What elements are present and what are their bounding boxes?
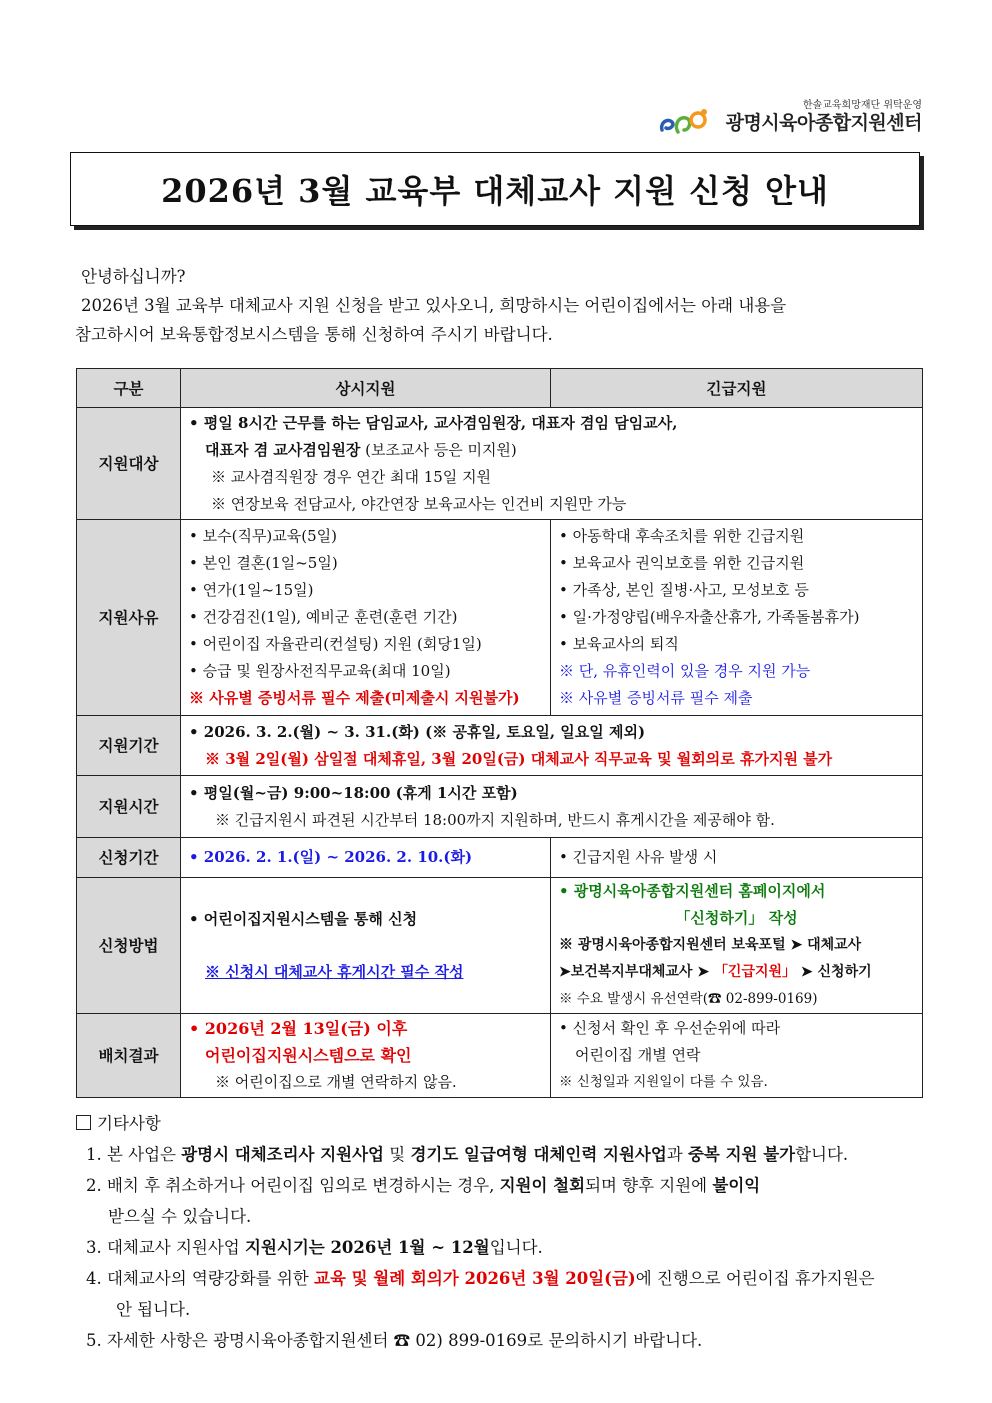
notes-heading-text: 기타사항	[97, 1114, 161, 1133]
label-reason: 지원사유	[77, 520, 181, 716]
apply-period-regular-text: • 2026. 2. 1.(일) ~ 2026. 2. 10.(화)	[189, 848, 473, 866]
note-4-b: 교육 및 월례 회의가 2026년 3월 20일(금)	[314, 1269, 636, 1288]
hours-line-2: ※ 긴급지원시 파견된 시간부터 18:00까지 지원하며, 반드시 휴게시간을 제공해야 함.	[215, 810, 775, 829]
result-regular-1: • 2026년 2월 13일(금) 이후	[189, 1019, 408, 1038]
reason-urgent-item: • 보육교사의 퇴직	[559, 635, 679, 653]
method-urgent-4c: ➤ 신청하기	[796, 964, 872, 980]
row-target	[77, 408, 923, 520]
label-hours: 지원시간	[77, 776, 181, 838]
notes-heading	[76, 1108, 936, 1139]
target-line-2-bold: 대표자 겸 교사겸임원장	[205, 440, 361, 459]
note-4-c: 에 진행으로 어린이집 휴가지원은	[635, 1269, 875, 1288]
header-regular: 상시지원	[181, 369, 551, 408]
reason-regular-item: • 연가(1일~15일)	[189, 581, 314, 599]
label-period: 지원기간	[77, 716, 181, 776]
checkbox-icon	[76, 1115, 91, 1130]
note-3-a: 3. 대체교사 지원사업	[86, 1238, 245, 1257]
target-note-2: ※ 연장보육 전담교사, 야간연장 보육교사는 인건비 지원만 가능	[211, 494, 627, 513]
note-3-b: 지원시기는 2026년 1월 ~ 12월	[245, 1238, 490, 1257]
note-1-d: 경기도 일급여형 대체인력 지원사업	[410, 1145, 667, 1164]
target-line-2	[189, 437, 914, 464]
intro-line-1: 2026년 3월 교육부 대체교사 지원 신청을 받고 있사오니, 희망하시는 어린이집에서는 아래 내용을	[81, 296, 787, 315]
note-1-a: 1. 본 사업은	[86, 1145, 182, 1164]
org-logo	[622, 96, 922, 140]
method-urgent-4b: 「긴급지원」	[713, 964, 797, 980]
target-note-1: ※ 교사겸직원장 경우 연간 최대 15일 지원	[211, 467, 492, 486]
note-1-f: 중복 지원 불가	[687, 1145, 796, 1164]
row-apply-period	[77, 838, 923, 878]
method-urgent-4	[559, 959, 914, 986]
intro-line-2: 참고하시어 보육통합정보시스템을 통해 신청하여 주시기 바랍니다.	[75, 325, 553, 344]
hours-cell	[181, 776, 923, 838]
note-1	[76, 1139, 936, 1170]
row-result	[77, 1014, 923, 1098]
method-regular-2: ※ 신청시 대체교사 휴게시간 필수 작성	[205, 962, 464, 981]
apply-period-urgent-text: • 긴급지원 사유 발생 시	[559, 848, 718, 866]
notes-section	[76, 1108, 936, 1356]
result-regular-cell	[181, 1014, 551, 1098]
org-logo-icon	[658, 108, 708, 138]
row-period	[77, 716, 923, 776]
label-target: 지원대상	[77, 408, 181, 520]
method-urgent-cell	[551, 878, 923, 1014]
result-urgent-3: ※ 신청일과 지원일이 다를 수 있음.	[559, 1074, 768, 1090]
note-2-c: 되며 향후 지원에	[585, 1176, 713, 1195]
target-line-2-rest: (보조교사 등은 미지원)	[360, 440, 517, 459]
greeting: 안녕하십니까?	[81, 267, 186, 286]
result-urgent-2: 어린이집 개별 연락	[575, 1046, 701, 1064]
support-table	[76, 368, 923, 1098]
hours-line-1: • 평일(월~금) 9:00~18:00 (휴게 1시간 포함)	[189, 783, 518, 802]
note-3	[76, 1232, 936, 1263]
note-2-d: 불이익	[712, 1176, 761, 1195]
reason-urgent-note-1: ※ 단, 유휴인력이 있을 경우 지원 가능	[559, 662, 811, 680]
result-regular-3: ※ 어린이집으로 개별 연락하지 않음.	[215, 1073, 457, 1091]
reason-urgent-item: • 아동학대 후속조치를 위한 긴급지원	[559, 527, 805, 545]
method-urgent-1: • 광명시육아종합지원센터 홈페이지에서	[559, 882, 826, 900]
operator-text: 한솔교육희망재단 위탁운영	[802, 100, 922, 111]
header-urgent: 긴급지원	[551, 369, 923, 408]
period-line-2: ※ 3월 2일(월) 삼일절 대체휴일, 3월 20일(금) 대체교사 직무교육 및 월회의로 휴가지원 불가	[205, 749, 833, 768]
note-2-cont: 받으실 수 있습니다.	[108, 1207, 252, 1226]
row-method	[77, 878, 923, 1014]
note-4	[76, 1263, 936, 1294]
reason-urgent-item: • 일·가정양립(배우자출산휴가, 가족돌봄휴가)	[559, 608, 860, 626]
row-hours	[77, 776, 923, 838]
org-name: 광명시육아종합지원센터	[725, 112, 922, 134]
reason-urgent-item: • 보육교사 권익보호를 위한 긴급지원	[559, 554, 805, 572]
header-category: 구분	[77, 369, 181, 408]
table-header-row	[77, 369, 923, 408]
reason-urgent-item: • 가족상, 본인 질병·사고, 모성보호 등	[559, 581, 809, 599]
title-box	[70, 152, 920, 226]
reason-regular-item: • 어린이집 자율관리(컨설팅) 지원 (회당1일)	[189, 635, 482, 653]
note-2-a: 2. 배치 후 취소하거나 어린이집 임의로 변경하시는 경우,	[86, 1176, 500, 1195]
period-line-1: • 2026. 3. 2.(월) ~ 3. 31.(화) (※ 공휴일, 토요일, 일요일 제외)	[189, 722, 646, 741]
note-1-e: 과	[666, 1145, 688, 1164]
page-title: 2026년 3월 교육부 대체교사 지원 신청 안내	[161, 172, 829, 210]
result-urgent-1: • 신청서 확인 후 우선순위에 따라	[559, 1019, 781, 1037]
note-5: 5. 자세한 사항은 광명시육아종합지원센터 ☎ 02) 899-0169로 문의하시기 바랍니다.	[86, 1331, 703, 1350]
note-2	[76, 1170, 936, 1201]
label-apply-period: 신청기간	[77, 838, 181, 878]
method-urgent-2: 「신청하기」 작성	[675, 909, 798, 927]
period-cell	[181, 716, 923, 776]
note-1-c: 및	[384, 1145, 411, 1164]
reason-urgent-note-2: ※ 사유별 증빙서류 필수 제출	[559, 689, 753, 707]
row-reason	[77, 520, 923, 716]
method-regular-cell	[181, 878, 551, 1014]
reason-urgent-cell	[551, 520, 923, 716]
method-regular-1: • 어린이집지원시스템을 통해 신청	[189, 909, 418, 928]
label-result: 배치결과	[77, 1014, 181, 1098]
note-2-b: 지원이 철회	[499, 1176, 586, 1195]
result-regular-2: 어린이집지원시스템으로 확인	[205, 1046, 412, 1065]
reason-regular-note: ※ 사유별 증빙서류 필수 제출(미제출시 지원불가)	[189, 689, 520, 707]
result-urgent-cell	[551, 1014, 923, 1098]
reason-regular-item: • 본인 결혼(1일~5일)	[189, 554, 338, 572]
label-method: 신청방법	[77, 878, 181, 1014]
note-1-g: 합니다.	[795, 1145, 849, 1164]
reason-regular-item: • 보수(직무)교육(5일)	[189, 527, 337, 545]
apply-period-regular	[181, 838, 551, 878]
target-cell	[181, 408, 923, 520]
apply-period-urgent	[551, 838, 923, 878]
note-1-b: 광명시 대체조리사 지원사업	[181, 1145, 384, 1164]
reason-regular-item: • 승급 및 원장사전직무교육(최대 10일)	[189, 662, 451, 680]
note-4-a: 4. 대체교사의 역량강화를 위한	[86, 1269, 314, 1288]
reason-regular-cell	[181, 520, 551, 716]
method-urgent-3: ※ 광명시육아종합지원센터 보육포털 ➤ 대체교사	[559, 937, 862, 953]
reason-regular-item: • 건강검진(1일), 예비군 훈련(훈련 기간)	[189, 608, 458, 626]
note-4-cont: 안 됩니다.	[116, 1300, 191, 1319]
method-urgent-4a: ➤보건복지부대체교사 ➤	[559, 964, 714, 980]
note-3-c: 입니다.	[489, 1238, 543, 1257]
target-line-1: • 평일 8시간 근무를 하는 담임교사, 교사겸임원장, 대표자 겸임 담임교사,	[189, 413, 678, 432]
method-urgent-5: ※ 수요 발생시 유선연락(☎ 02-899-0169)	[559, 991, 818, 1007]
intro-paragraph	[75, 262, 925, 349]
